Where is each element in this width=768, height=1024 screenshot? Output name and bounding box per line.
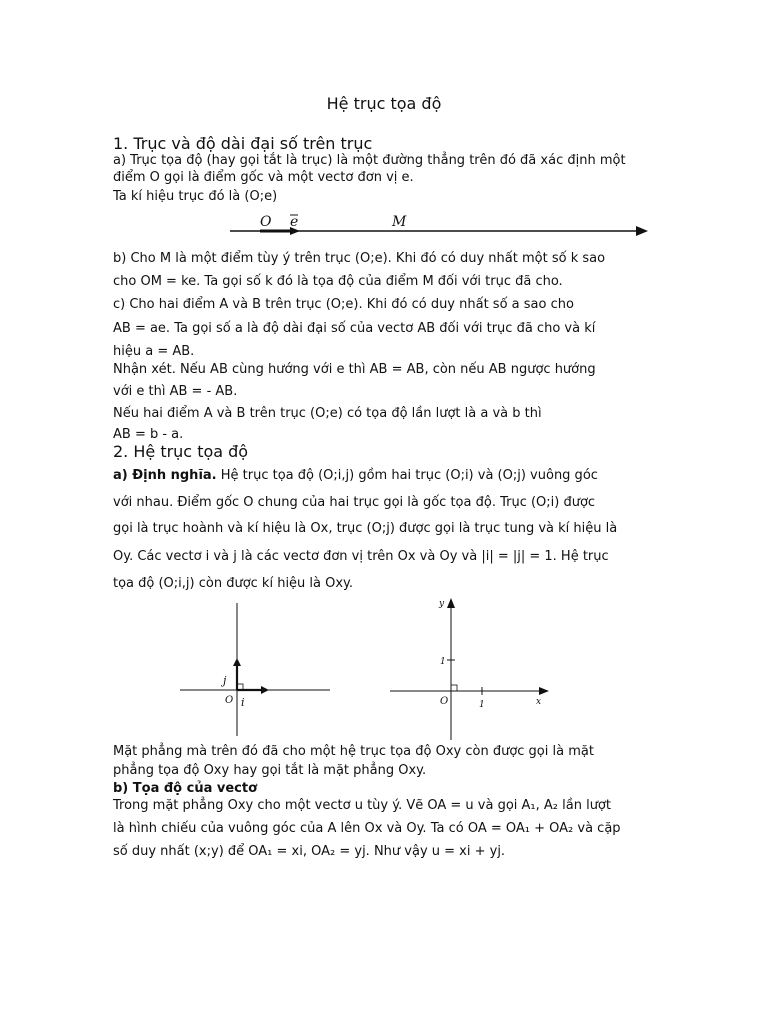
vector-coordinates-heading: b) Tọa độ của vectơ xyxy=(113,781,258,796)
fig1-label-j: j xyxy=(223,674,227,687)
axis-label-M: M xyxy=(392,214,407,230)
page-title: Hệ trục tọa độ xyxy=(326,94,442,113)
remark-line2: với e thì AB = - AB. xyxy=(113,384,238,399)
section-2-heading: 2. Hệ trục tọa độ xyxy=(113,442,249,461)
remark-line4: AB = b - a. xyxy=(113,427,184,442)
para-1c-line2: AB = ae. Ta gọi số a là độ dài đại số của vectơ AB đối với trục đã cho và kí xyxy=(113,321,596,336)
para-1c-line1: c) Cho hai điểm A và B trên trục (O;e). Khi đó có duy nhất số a sao cho xyxy=(113,297,574,312)
fig1-label-O: O xyxy=(225,695,234,706)
fig2-label-O: O xyxy=(440,696,449,707)
para-1a-line2: điểm O gọi là điểm gốc và một vectơ đơn vị e. xyxy=(113,170,414,185)
vector-coord-line1: Trong mặt phẳng Oxy cho một vectơ u tùy ý. Vẽ OA = u và gọi A₁, A₂ lần lượt xyxy=(113,798,611,813)
para-1b-line1: b) Cho M là một điểm tùy ý trên trục (O;e). Khi đó có duy nhất một số k sao xyxy=(113,251,606,266)
fig2-label-1x: 1 xyxy=(479,700,485,710)
axis-label-O: O xyxy=(260,214,272,230)
section-1-heading: 1. Trục và độ dài đại số trên trục xyxy=(113,134,373,153)
figure-oxy xyxy=(385,596,555,742)
definition-line1 xyxy=(113,467,613,484)
para-1c-line3: hiệu a = AB. xyxy=(113,344,195,359)
axis-figure xyxy=(230,208,650,238)
vector-coord-line3: số duy nhất (x;y) để OA₁ = xi, OA₂ = yj. Như vậy u = xi + yj. xyxy=(113,844,506,859)
para-1a-line3: Ta kí hiệu trục đó là (O;e) xyxy=(113,189,278,204)
para-1a-line1: a) Trục tọa độ (hay gọi tắt là trục) là một đường thẳng trên đó đã xác định một xyxy=(113,153,626,168)
para-1b-line2: cho OM = ke. Ta gọi số k đó là tọa độ của điểm M đối với trục đã cho. xyxy=(113,274,563,289)
vector-coord-line2: là hình chiếu của vuông góc của A lên Ox và Oy. Ta có OA = OA₁ + OA₂ và cặp xyxy=(113,821,621,836)
figure-unit-vectors xyxy=(175,598,335,738)
remark-line1: Nhận xét. Nếu AB cùng hướng với e thì AB = AB, còn nếu AB ngược hướng xyxy=(113,362,596,377)
fig2-label-1y: 1 xyxy=(440,657,446,667)
definition-label: a) Định nghĩa. xyxy=(113,468,217,483)
fig1-label-i: i xyxy=(241,696,245,709)
fig2-label-y: y xyxy=(439,599,445,609)
axis-label-e: e xyxy=(290,214,299,230)
definition-line1-text: Hệ trục tọa độ (O;i,j) gồm hai trục (O;i) và (O;j) vuông góc xyxy=(220,468,598,483)
plane-line1: Mặt phẳng mà trên đó đã cho một hệ trục tọa độ Oxy còn được gọi là mặt xyxy=(113,744,594,759)
definition-line3: gọi là trục hoành và kí hiệu là Ox, trục (O;j) được gọi là trục tung và kí hiệu là xyxy=(113,521,618,536)
definition-line2: với nhau. Điểm gốc O chung của hai trục gọi là gốc tọa độ. Trục (O;i) được xyxy=(113,495,596,510)
fig2-label-x: x xyxy=(536,697,542,707)
remark-line3: Nếu hai điểm A và B trên trục (O;e) có tọa độ lần lượt là a và b thì xyxy=(113,406,542,421)
definition-line5: tọa độ (O;i,j) còn được kí hiệu là Oxy. xyxy=(113,576,354,591)
plane-line2: phẳng tọa độ Oxy hay gọi tắt là mặt phẳng Oxy. xyxy=(113,763,427,778)
definition-line4: Oy. Các vectơ i và j là các vectơ đơn vị trên Ox và Oy và |i| = |j| = 1. Hệ trục xyxy=(113,549,609,564)
